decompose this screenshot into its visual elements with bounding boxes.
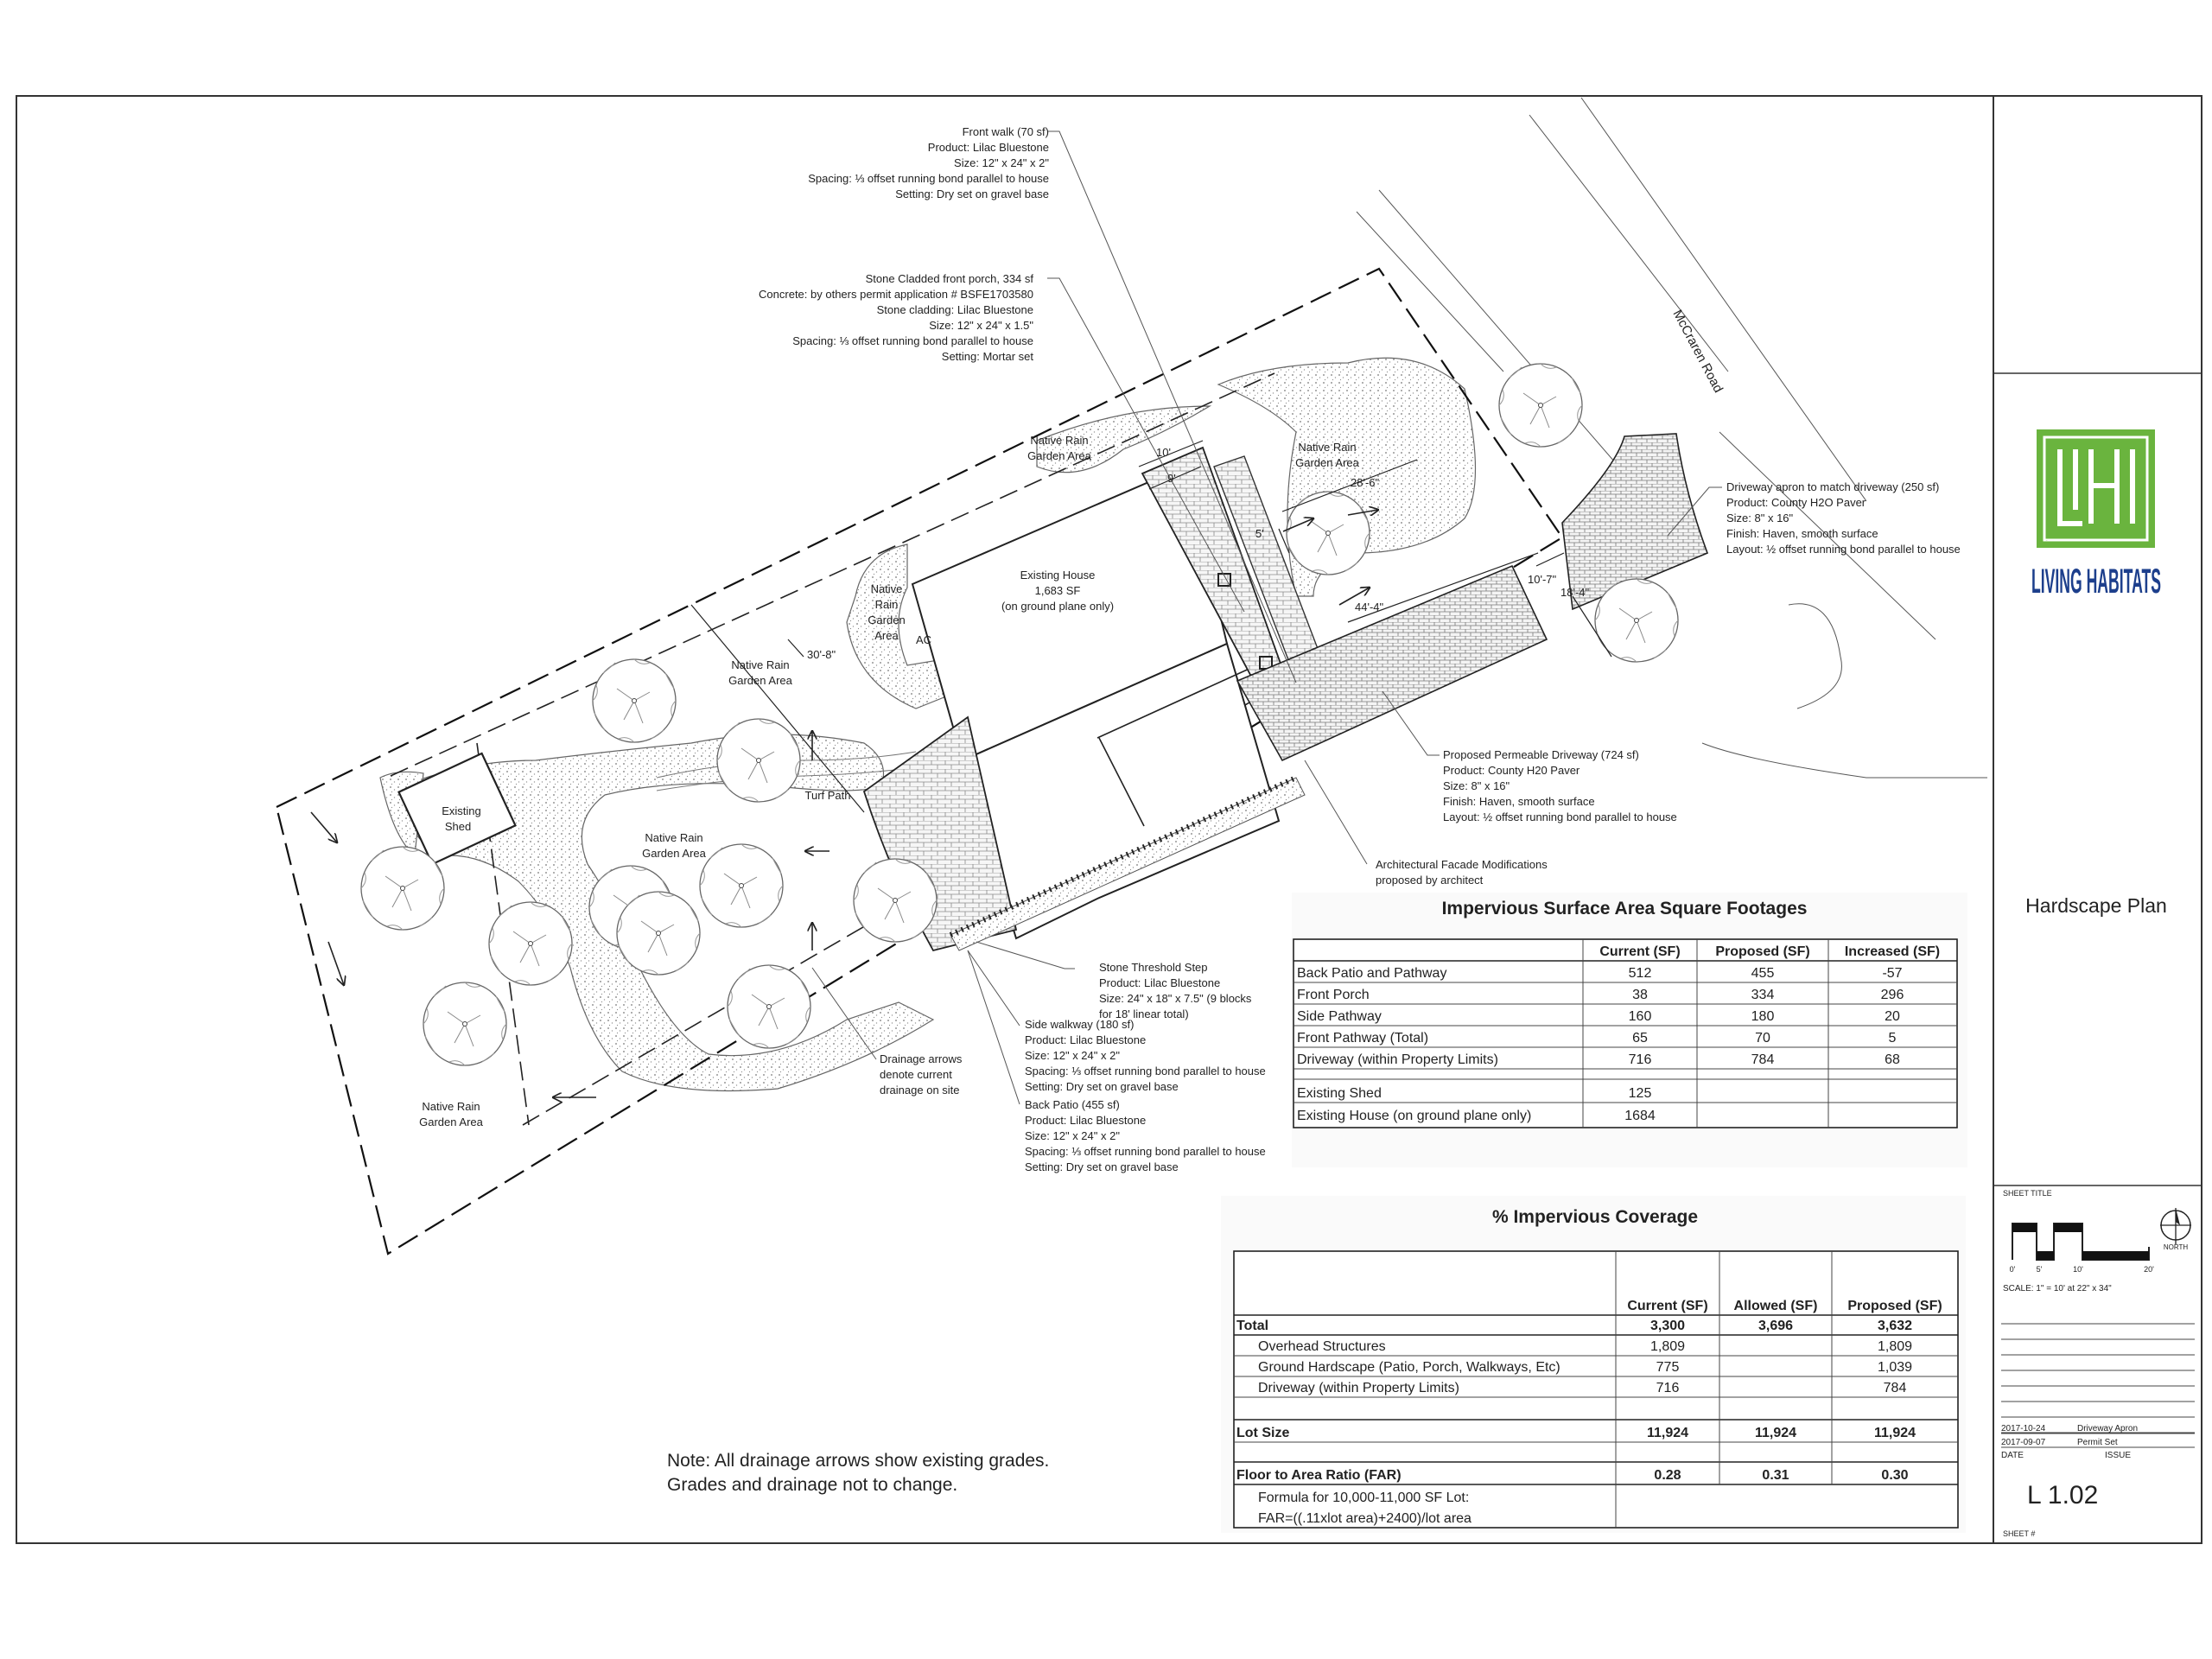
road-label: McCraren Road — [1669, 307, 1726, 396]
scale-tick-label: 20' — [2144, 1265, 2154, 1274]
garden-label: Rain — [874, 598, 899, 611]
impervious-cell: 20 — [1885, 1009, 1900, 1024]
dimension-label: 5' — [1255, 527, 1264, 540]
garden-label: Native Rain — [645, 831, 703, 844]
garden-label: Native Rain — [731, 658, 790, 671]
callout-line: Front walk (70 sf) — [962, 125, 1049, 138]
scale-text: SCALE: 1" = 10' at 22" x 34" — [2003, 1284, 2112, 1294]
callout-side-walkway — [1025, 1018, 1266, 1093]
coverage-cell: 1,809 — [1877, 1339, 1913, 1354]
dimension-label: 18'-4" — [1560, 586, 1590, 599]
tree-icon — [1287, 492, 1370, 575]
tree-icon — [717, 719, 800, 802]
impervious-cell: 65 — [1632, 1031, 1648, 1046]
north-label: NORTH — [2163, 1243, 2189, 1251]
note-line: Note: All drainage arrows show existing grades. — [667, 1451, 1050, 1471]
callout-line: Setting: Dry set on gravel base — [1025, 1160, 1179, 1173]
callout-line: Product: Lilac Bluestone — [1025, 1114, 1147, 1127]
coverage-cell: Total — [1236, 1319, 1269, 1333]
garden-label: Garden Area — [1295, 456, 1359, 469]
drainage-note — [667, 1451, 1049, 1495]
callout-line: denote current — [880, 1068, 952, 1081]
impervious-cell: 5 — [1888, 1031, 1897, 1046]
tree-icon — [700, 844, 783, 927]
note-line: Grades and drainage not to change. — [667, 1475, 958, 1495]
callout-threshold-step — [1099, 961, 1252, 1020]
callout-line: Finish: Haven, smooth surface — [1726, 527, 1878, 540]
dimension-label: 10' — [1156, 446, 1171, 459]
svg-text:LH: LH — [2046, 541, 2048, 542]
callout-line: Size: 8" x 16" — [1726, 512, 1794, 524]
callout-line: Spacing: ⅓ offset running bond parallel to house — [792, 334, 1033, 347]
callout-line: Size: 12" x 24" x 2" — [1025, 1049, 1120, 1062]
garden-label: Native Rain — [1298, 441, 1357, 454]
impervious-header: Increased (SF) — [1844, 944, 1941, 959]
callout-line: Architectural Facade Modifications — [1376, 858, 1548, 871]
impervious-cell: 125 — [1628, 1086, 1652, 1101]
impervious-cell: Existing House (on ground plane only) — [1297, 1109, 1532, 1123]
shed-label-line: Shed — [444, 820, 472, 833]
house-label-line: 1,683 SF — [1034, 584, 1081, 597]
callout-front-porch — [759, 272, 1033, 363]
coverage-cell: Overhead Structures — [1258, 1339, 1386, 1354]
tree-icon — [617, 892, 700, 975]
tree-icon — [728, 965, 810, 1048]
callout-line: Finish: Haven, smooth surface — [1443, 795, 1595, 808]
coverage-cell: 0.28 — [1654, 1468, 1681, 1483]
impervious-cell: Back Patio and Pathway — [1297, 966, 1447, 981]
callout-line: Layout: ½ offset running bond parallel to house — [1443, 810, 1677, 823]
coverage-cell: 0.30 — [1881, 1468, 1909, 1483]
company-name: LIVING HABITATS — [2031, 563, 2161, 601]
callout-line: proposed by architect — [1376, 874, 1484, 887]
garden-label: Area — [874, 629, 899, 642]
coverage-cell: 3,300 — [1649, 1319, 1686, 1333]
far-formula: FAR=((.11xlot area)+2400)/lot area — [1258, 1511, 1471, 1526]
callout-line: Stone Threshold Step — [1099, 961, 1208, 974]
callout-front-walk — [808, 125, 1049, 200]
impervious-cell: Front Porch — [1297, 988, 1370, 1002]
impervious-cell: -57 — [1882, 966, 1903, 981]
callout-line: Stone cladding: Lilac Bluestone — [876, 303, 1033, 316]
coverage-cell: 3,632 — [1877, 1319, 1913, 1333]
impervious-cell: 716 — [1628, 1052, 1652, 1067]
tree-icon — [593, 659, 676, 742]
callout-line: Size: 8" x 16" — [1443, 779, 1510, 792]
callout-line: Concrete: by others permit application # BSFE1703580 — [759, 288, 1033, 301]
dimension-label: 28'-6" — [1351, 476, 1380, 489]
coverage-cell: 0.31 — [1762, 1468, 1789, 1483]
impervious-cell: 70 — [1755, 1031, 1770, 1046]
dimension-label: 44'-4" — [1355, 601, 1384, 613]
scale-tick-label: 0' — [2009, 1265, 2016, 1274]
coverage-cell: 11,924 — [1646, 1426, 1689, 1440]
sheet-number: L 1.02 — [2027, 1481, 2099, 1510]
date-label: DATE — [2001, 1451, 2024, 1460]
coverage-cell: Lot Size — [1236, 1426, 1290, 1440]
callout-line: Size: 12" x 24" x 1.5" — [929, 319, 1033, 332]
callout-line: Product: County H20 Paver — [1443, 764, 1580, 777]
callout-line: Proposed Permeable Driveway (724 sf) — [1443, 748, 1639, 761]
dimension-label: 9' — [1167, 472, 1176, 485]
coverage-cell: Floor to Area Ratio (FAR) — [1236, 1468, 1402, 1483]
issue-name: Permit Set — [2077, 1438, 2118, 1447]
garden-label: Native — [870, 582, 903, 595]
impervious-cell: Driveway (within Property Limits) — [1297, 1052, 1498, 1067]
tree-icon — [1499, 364, 1582, 447]
tree-icon — [854, 859, 937, 942]
callout-line: Driveway apron to match driveway (250 sf) — [1726, 480, 1940, 493]
callout-line: Drainage arrows — [880, 1052, 963, 1065]
coverage-cell: Driveway (within Property Limits) — [1258, 1381, 1459, 1395]
callout-line: Size: 24" x 18" x 7.5" (9 blocks — [1099, 992, 1252, 1005]
impervious-header: Current (SF) — [1599, 944, 1681, 959]
impervious-cell: 512 — [1628, 966, 1652, 981]
garden-label: Garden Area — [1027, 449, 1091, 462]
house-label-line: (on ground plane only) — [1001, 600, 1115, 613]
impervious-table — [1294, 939, 1957, 1128]
far-formula: Formula for 10,000-11,000 SF Lot: — [1258, 1491, 1470, 1505]
scale-bar — [2010, 1224, 2155, 1274]
garden-label: Garden Area — [728, 674, 792, 687]
callout-line: Product: Lilac Bluestone — [1099, 976, 1221, 989]
coverage-cell: 775 — [1656, 1360, 1680, 1375]
impervious-cell: 296 — [1880, 988, 1904, 1002]
impervious-header: Proposed (SF) — [1715, 944, 1810, 959]
drainage-arrow-icon — [311, 812, 337, 842]
house-label-line: Existing House — [1020, 569, 1096, 582]
callout-line: Spacing: ⅓ offset running bond parallel to house — [1025, 1145, 1266, 1158]
callout-line: Setting: Dry set on gravel base — [895, 188, 1049, 200]
callout-line: Spacing: ⅓ offset running bond parallel to house — [808, 172, 1049, 185]
coverage-cell: 11,924 — [1873, 1426, 1916, 1440]
garden-label: Garden Area — [419, 1116, 483, 1128]
callout-line: Side walkway (180 sf) — [1025, 1018, 1135, 1031]
tree-icon — [489, 902, 572, 985]
coverage-table — [1234, 1251, 1958, 1528]
garden-label: Garden Area — [642, 847, 706, 860]
callout-line: Layout: ½ offset running bond parallel to house — [1726, 543, 1961, 556]
drainage-arrow-icon — [328, 942, 344, 985]
scale-tick-label: 5' — [2036, 1265, 2043, 1274]
ac-label: AC — [916, 633, 932, 646]
impervious-cell: 38 — [1632, 988, 1648, 1002]
coverage-cell: 3,696 — [1758, 1319, 1794, 1333]
company-logo — [2037, 429, 2155, 548]
coverage-cell: 784 — [1883, 1381, 1907, 1395]
callout-line: for 18' linear total) — [1099, 1007, 1189, 1020]
impervious-table-title: Impervious Surface Area Square Footages — [1441, 899, 1808, 918]
callout-line: Product: Lilac Bluestone — [1025, 1033, 1147, 1046]
impervious-cell: 784 — [1751, 1052, 1775, 1067]
impervious-cell: 68 — [1885, 1052, 1900, 1067]
dimension-label: 30'-8" — [807, 648, 836, 661]
impervious-cell: 334 — [1751, 988, 1775, 1002]
issue-date: 2017-09-07 — [2001, 1438, 2046, 1447]
issue-label: ISSUE — [2105, 1451, 2132, 1460]
issue-date: 2017-10-24 — [2001, 1424, 2046, 1433]
impervious-cell: 455 — [1751, 966, 1775, 981]
coverage-table-title: % Impervious Coverage — [1491, 1207, 1699, 1227]
tree-icon — [423, 982, 506, 1065]
dimension-label: 10'-7" — [1528, 573, 1557, 586]
impervious-cell: 1684 — [1624, 1109, 1656, 1123]
callout-back-patio — [1025, 1098, 1266, 1173]
coverage-cell: 11,924 — [1754, 1426, 1797, 1440]
issue-block — [2001, 1324, 2195, 1460]
sheet-title: Hardscape Plan — [2025, 894, 2167, 917]
impervious-cell: 180 — [1751, 1009, 1775, 1024]
impervious-cell: 160 — [1628, 1009, 1652, 1024]
callout-drainage — [880, 1052, 963, 1096]
callout-line: Product: Lilac Bluestone — [927, 141, 1049, 154]
coverage-header: Allowed (SF) — [1733, 1299, 1818, 1313]
callout-line: Setting: Dry set on gravel base — [1025, 1080, 1179, 1093]
callout-driveway — [1443, 748, 1677, 823]
garden-label: Native Rain — [422, 1100, 480, 1113]
callout-line: Size: 12" x 24" x 2" — [954, 156, 1049, 169]
coverage-header: Current (SF) — [1627, 1299, 1708, 1313]
coverage-cell: Ground Hardscape (Patio, Porch, Walkways, Etc) — [1258, 1360, 1560, 1375]
coverage-header: Proposed (SF) — [1847, 1299, 1942, 1313]
callout-line: Product: County H2O Paver — [1726, 496, 1866, 509]
callout-line: Spacing: ⅓ offset running bond parallel to house — [1025, 1065, 1266, 1077]
callout-line: Setting: Mortar set — [941, 350, 1033, 363]
tree-icon — [361, 847, 444, 930]
impervious-cell: Side Pathway — [1297, 1009, 1382, 1024]
callout-line: Back Patio (455 sf) — [1025, 1098, 1120, 1111]
impervious-cell: Front Pathway (Total) — [1297, 1031, 1429, 1046]
coverage-cell: 1,809 — [1649, 1339, 1686, 1354]
coverage-cell: 716 — [1656, 1381, 1680, 1395]
coverage-cell: 1,039 — [1877, 1360, 1913, 1375]
tree-icon — [1595, 579, 1678, 662]
callout-line: drainage on site — [880, 1084, 960, 1096]
garden-label: Native Rain — [1030, 434, 1089, 447]
callout-line: Stone Cladded front porch, 334 sf — [865, 272, 1033, 285]
turf-path-label: Turf Path — [804, 789, 851, 802]
impervious-cell: Existing Shed — [1297, 1086, 1382, 1101]
callout-line: Size: 12" x 24" x 2" — [1025, 1129, 1120, 1142]
sheet-title-label: SHEET TITLE — [2003, 1189, 2052, 1198]
north-arrow-icon — [2160, 1208, 2191, 1244]
garden-label: Garden — [868, 613, 906, 626]
shed-label-line: Existing — [442, 804, 481, 817]
callout-facade — [1376, 858, 1548, 887]
scale-tick-label: 10' — [2073, 1265, 2083, 1274]
issue-name: Driveway Apron — [2077, 1424, 2139, 1433]
callout-driveway-apron — [1726, 480, 1961, 556]
sheet-number-label: SHEET # — [2003, 1529, 2036, 1538]
